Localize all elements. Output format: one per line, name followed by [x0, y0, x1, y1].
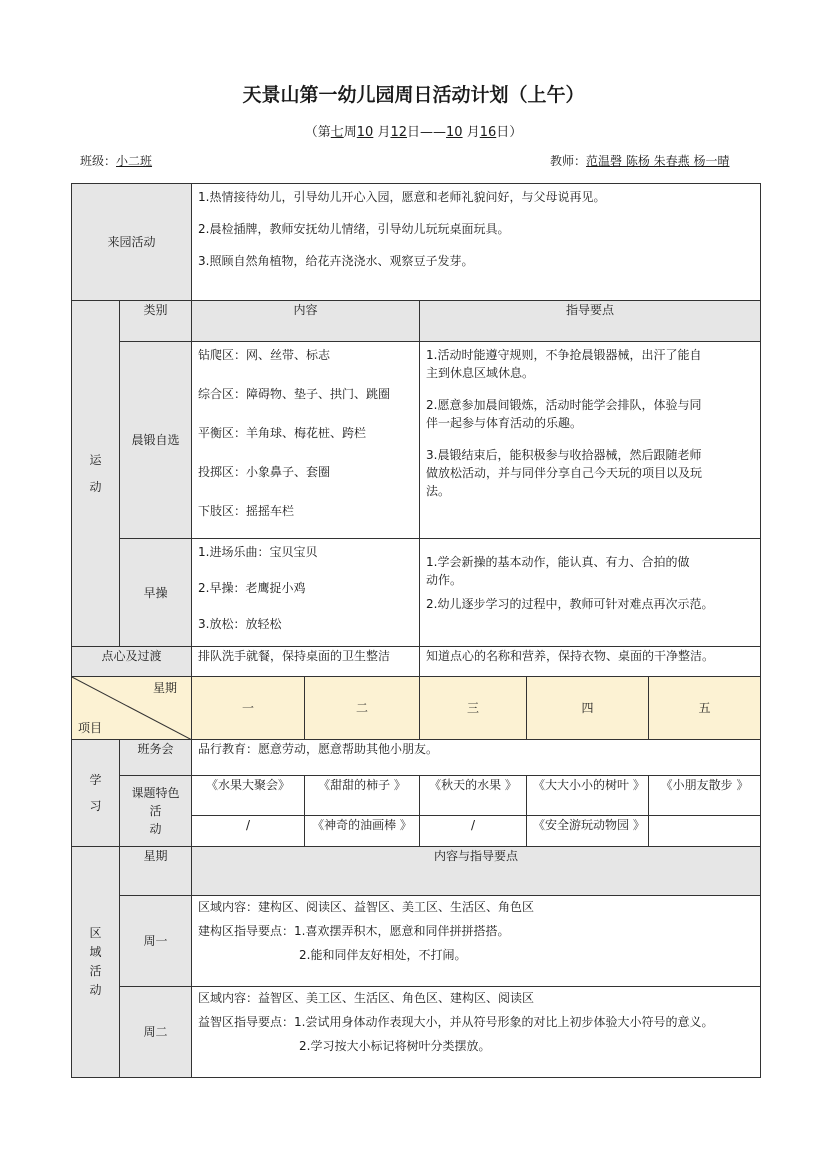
theme-row-1 [72, 776, 761, 816]
teacher-value: 范温磬 陈杨 朱春燕 杨一晴 [586, 154, 730, 168]
weekday-header-row [72, 677, 761, 740]
date-range: （第七周10 月12日——10 月16日） [304, 125, 523, 140]
day-tue: 二 [305, 677, 420, 740]
morning-exercise-row [72, 342, 761, 539]
area-row-tue [72, 987, 761, 1078]
activity-plan-table [71, 183, 761, 1078]
corner-weekday-label: 星期 [153, 681, 178, 695]
theme-label: 课题特色活 动 [120, 776, 192, 847]
morning-drill-content: 1.进场乐曲：宝贝宝贝 2.早操：老鹰捉小鸡 3.放松：放轻松 [192, 539, 420, 647]
theme2-tue: 《神奇的油画棒 》 [305, 816, 420, 847]
class-meeting-content: 品行教育：愿意劳动，愿意帮助其他小朋友。 [192, 740, 761, 776]
class-meeting-row [72, 740, 761, 776]
area-day-mon: 周一 [120, 896, 192, 987]
theme2-mon: / [192, 816, 305, 847]
morning-drill-label: 早操 [120, 539, 192, 647]
arrival-content: 1.热情接待幼儿，引导幼儿开心入园，愿意和老师礼貌问好，与父母说再见。 2.晨检插牌，教师安抚幼儿情绪，引导幼儿玩玩桌面玩具。 3.照顾自然角植物，给花卉浇浇水、观察豆子发芽。 [192, 184, 761, 301]
day-thu: 四 [527, 677, 649, 740]
morning-exercise-content: 钻爬区：网、丝带、标志 综合区：障碍物、垫子、拱门、跳圈 平衡区：羊角球、梅花桩、跨栏 投掷区：小象鼻子、套圈 下肢区：摇摇车栏 [192, 342, 420, 539]
morning-exercise-points: 1.活动时能遵守规则，不争抢晨锻器械，出汗了能自 主到休息区域休息。 2.愿意参加晨间锻炼，活动时能学会排队，体验与同 伴一起参与体育活动的乐趣。 3.晨锻结束后，能积极参与收拾器械，然后跟随老师 做放松活动，并与同伴分享自己今天玩的项目以及玩 法。 [420, 342, 761, 539]
area-col-content: 内容与指导要点 [192, 847, 761, 896]
area-row-mon [72, 896, 761, 987]
day-mon: 一 [192, 677, 305, 740]
corner-item-label: 项目 [78, 721, 103, 735]
snack-points: 知道点心的名称和营养，保持衣物、桌面的干净整洁。 [420, 647, 761, 677]
theme2-thu: 《安全游玩动物园 》 [527, 816, 649, 847]
morning-exercise-label: 晨锻自选 [120, 342, 192, 539]
area-day-tue: 周二 [120, 987, 192, 1078]
col-category: 类别 [120, 301, 192, 342]
theme2-wed: / [420, 816, 527, 847]
area-content-mon: 区域内容：建构区、阅读区、益智区、美工区、生活区、角色区 建构区指导要点：1.喜欢摆弄积木，愿意和同伴拼拼搭搭。 2.能和同伴友好相处，不打闹。 [192, 896, 761, 987]
theme-wed: 《秋天的水果 》 [420, 776, 527, 816]
area-content-tue: 区域内容：益智区、美工区、生活区、角色区、建构区、阅读区 益智区指导要点：1.尝试用身体动作表现大小，并从符号形象的对比上初步体验大小符号的意义。 2.学习按大小标记将树叶分类摆放。 [192, 987, 761, 1078]
teacher-info [550, 152, 729, 169]
snack-content: 排队洗手就餐，保持桌面的卫生整洁 [192, 647, 420, 677]
morning-drill-points: 1.学会新操的基本动作，能认真、有力、合拍的做 动作。 2.幼儿逐步学习的过程中，教师可针对难点再次示范。 [420, 539, 761, 647]
morning-drill-row [72, 539, 761, 647]
area-col-weekday: 星期 [120, 847, 192, 896]
theme2-fri [649, 816, 761, 847]
snack-label: 点心及过渡 [72, 647, 192, 677]
col-points: 指导要点 [420, 301, 761, 342]
area-label: 区 域 活 动 [72, 847, 120, 1078]
arrival-label: 来园活动 [72, 184, 192, 301]
day-wed: 三 [420, 677, 527, 740]
class-meeting-label: 班务会 [120, 740, 192, 776]
area-header-row [72, 847, 761, 896]
arrival-row [72, 184, 761, 301]
theme-thu: 《大大小小的树叶 》 [527, 776, 649, 816]
theme-tue: 《甜甜的柿子 》 [305, 776, 420, 816]
col-content: 内容 [192, 301, 420, 342]
theme-fri: 《小朋友散步 》 [649, 776, 761, 816]
page-title: 天景山第一幼儿园周日活动计划（上午） [242, 84, 585, 106]
exercise-label: 运 动 [72, 301, 120, 647]
class-value: 小二班 [116, 154, 153, 168]
exercise-header-row [72, 301, 761, 342]
day-fri: 五 [649, 677, 761, 740]
snack-row [72, 647, 761, 677]
teacher-label: 教师： [550, 154, 587, 168]
class-info [80, 152, 211, 169]
class-label: 班级： [80, 154, 117, 168]
weekday-corner [72, 677, 192, 740]
theme-mon: 《水果大聚会》 [192, 776, 305, 816]
study-label: 学 习 [72, 740, 120, 847]
